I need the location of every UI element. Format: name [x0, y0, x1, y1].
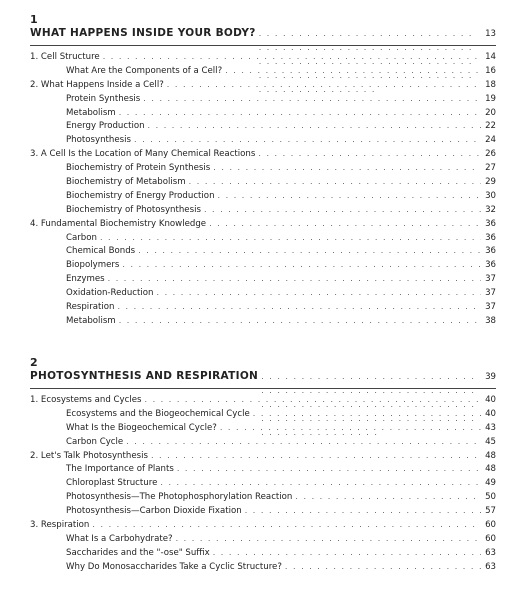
entry-page-number: 40	[485, 395, 496, 405]
entry-page-number: 30	[485, 190, 496, 201]
entry-label: Energy Production	[66, 121, 145, 132]
chapter-1	[30, 14, 496, 328]
dot-leader	[167, 78, 481, 92]
entry-label: Photosynthesis—Carbon Dioxide Fixation	[66, 506, 242, 517]
entry-label: Metabolism	[66, 315, 116, 326]
entry-page-number: 37	[485, 274, 496, 285]
entry-label: What Is a Carbohydrate?	[66, 533, 173, 544]
toc-subentry[interactable]	[30, 421, 496, 435]
dot-leader	[245, 504, 481, 518]
toc-subentry[interactable]	[30, 175, 496, 189]
entry-page-number: 37	[485, 288, 496, 299]
toc-subentry[interactable]	[30, 92, 496, 106]
entry-label: What Is the Biogeochemical Cycle?	[66, 422, 217, 433]
entry-label: Chemical Bonds	[66, 246, 136, 257]
entry-label: Photosynthesis—The Photophosphorylation Reaction	[66, 492, 293, 503]
entry-page-number: 27	[485, 163, 496, 174]
dot-leader	[204, 203, 481, 217]
toc-subentry[interactable]	[30, 504, 496, 518]
dot-leader	[148, 119, 481, 133]
toc-subentry[interactable]	[30, 231, 496, 245]
entry-page-number: 50	[485, 492, 496, 503]
entry-page-number: 48	[485, 450, 496, 461]
entry-page-number: 16	[485, 65, 496, 76]
entry-page-number: 36	[485, 232, 496, 243]
entry-page-number: 36	[485, 218, 496, 229]
entry-label: Ecosystems and the Biogeochemical Cycle	[66, 408, 250, 419]
dot-leader	[134, 133, 481, 147]
dot-leader	[189, 175, 481, 189]
toc-subentry[interactable]	[30, 133, 496, 147]
entry-label: Oxidation-Reduction	[66, 288, 154, 299]
toc-section[interactable]	[30, 449, 496, 463]
toc-section[interactable]	[30, 393, 496, 407]
entry-label: Biochemistry of Protein Synthesis	[66, 163, 211, 174]
dot-leader	[213, 161, 481, 175]
toc-subentry[interactable]	[30, 189, 496, 203]
chapter-page-number: 39	[485, 372, 496, 382]
entry-label: 3. A Cell Is the Location of Many Chemical Reactions	[30, 149, 256, 160]
toc-subentry[interactable]	[30, 203, 496, 217]
entry-label: Respiration	[66, 302, 115, 313]
dot-leader	[103, 50, 481, 64]
dot-leader	[100, 231, 481, 245]
toc-subentry[interactable]	[30, 244, 496, 258]
entry-label: 4. Fundamental Biochemistry Knowledge	[30, 218, 207, 229]
chapter-title: WHAT HAPPENS INSIDE YOUR BODY?	[30, 27, 256, 39]
dot-leader	[253, 407, 481, 421]
toc-subentry[interactable]	[30, 532, 496, 546]
entry-page-number: 22	[485, 121, 496, 132]
dot-leader	[126, 435, 481, 449]
dot-leader	[225, 64, 481, 78]
dot-leader	[138, 244, 481, 258]
dot-leader	[209, 217, 481, 231]
entry-label: 2. Let's Talk Photosynthesis	[30, 450, 148, 461]
toc-subentry[interactable]	[30, 314, 496, 328]
dot-leader	[119, 314, 481, 328]
toc-subentry[interactable]	[30, 161, 496, 175]
entry-page-number: 32	[485, 204, 496, 215]
entry-page-number: 63	[485, 547, 496, 558]
dot-leader	[285, 560, 481, 574]
toc-section[interactable]	[30, 50, 496, 64]
entry-label: Biochemistry of Metabolism	[66, 177, 186, 188]
dot-leader	[151, 449, 481, 463]
chapter-heading[interactable]	[30, 369, 496, 383]
entry-page-number: 26	[485, 149, 496, 160]
toc-subentry[interactable]	[30, 435, 496, 449]
entry-label: Photosynthesis	[66, 135, 131, 146]
entry-label: 1. Ecosystems and Cycles	[30, 395, 142, 405]
entry-page-number: 36	[485, 260, 496, 271]
toc-subentry[interactable]	[30, 560, 496, 574]
entry-page-number: 60	[485, 520, 496, 531]
chapter-heading[interactable]	[30, 26, 496, 40]
entry-label: Carbon Cycle	[66, 436, 124, 447]
entry-page-number: 40	[485, 408, 496, 419]
dot-leader	[108, 272, 481, 286]
dot-leader	[220, 421, 481, 435]
dot-leader	[119, 106, 481, 120]
chapter-number: 2	[30, 356, 38, 369]
toc-subentry[interactable]	[30, 462, 496, 476]
chapter-2	[30, 357, 496, 574]
dot-leader	[122, 258, 481, 272]
entry-page-number: 14	[485, 52, 496, 62]
dot-leader	[156, 286, 481, 300]
toc-subentry[interactable]	[30, 106, 496, 120]
entry-label: Saccharides and the "-ose" Suffix	[66, 547, 210, 558]
entry-page-number: 63	[485, 561, 496, 572]
entry-page-number: 38	[485, 315, 496, 326]
toc-subentry[interactable]	[30, 546, 496, 560]
entry-label: Enzymes	[66, 274, 105, 285]
entry-label: Why Do Monosaccharides Take a Cyclic Structure?	[66, 561, 282, 572]
entry-page-number: 48	[485, 464, 496, 475]
toc-subentry[interactable]	[30, 258, 496, 272]
entry-label: Carbon	[66, 232, 97, 243]
toc-subentry[interactable]	[30, 286, 496, 300]
entry-label: What Are the Components of a Cell?	[66, 65, 223, 76]
entry-page-number: 29	[485, 177, 496, 188]
dot-leader	[144, 393, 481, 407]
chapter-page-number: 13	[485, 29, 496, 39]
dot-leader	[218, 189, 481, 203]
toc-subentry[interactable]	[30, 490, 496, 504]
entry-page-number: 36	[485, 246, 496, 257]
entry-page-number: 45	[485, 436, 496, 447]
dot-leader	[295, 490, 481, 504]
dot-leader	[117, 300, 481, 314]
entry-label: 3. Respiration	[30, 520, 90, 531]
entry-label: Biochemistry of Energy Production	[66, 190, 215, 201]
entry-label: The Importance of Plants	[66, 464, 174, 475]
entry-page-number: 24	[485, 135, 496, 146]
toc-subentry[interactable]	[30, 64, 496, 78]
entry-label: Biopolymers	[66, 260, 120, 271]
dot-leader	[213, 546, 481, 560]
entry-page-number: 18	[485, 79, 496, 90]
dot-leader	[177, 462, 481, 476]
toc-section[interactable]	[30, 518, 496, 532]
dot-leader	[92, 518, 481, 532]
toc-subentry[interactable]	[30, 272, 496, 286]
toc-subentry[interactable]	[30, 407, 496, 421]
toc-section[interactable]	[30, 78, 496, 92]
entry-page-number: 60	[485, 533, 496, 544]
toc-subentry[interactable]	[30, 300, 496, 314]
entry-label: Chloroplast Structure	[66, 478, 158, 489]
dot-leader	[176, 532, 481, 546]
chapter-entries	[30, 50, 496, 328]
entry-page-number: 49	[485, 478, 496, 489]
entry-page-number: 37	[485, 302, 496, 313]
toc-section[interactable]	[30, 217, 496, 231]
chapter-title: PHOTOSYNTHESIS AND RESPIRATION	[30, 370, 259, 382]
entry-label: Biochemistry of Photosynthesis	[66, 204, 201, 215]
entry-page-number: 43	[485, 422, 496, 433]
toc-subentry[interactable]	[30, 119, 496, 133]
chapter-entries	[30, 393, 496, 574]
dot-leader	[143, 92, 481, 106]
entry-label: 2. What Happens Inside a Cell?	[30, 79, 164, 90]
dot-leader	[258, 147, 481, 161]
chapter-number: 1	[30, 13, 38, 26]
entry-page-number: 20	[485, 107, 496, 118]
dot-leader	[160, 476, 481, 490]
entry-page-number: 57	[485, 506, 496, 517]
entry-label: 1. Cell Structure	[30, 52, 100, 62]
toc-subentry[interactable]	[30, 476, 496, 490]
entry-label: Protein Synthesis	[66, 93, 141, 104]
toc-section[interactable]	[30, 147, 496, 161]
entry-page-number: 19	[485, 93, 496, 104]
entry-label: Metabolism	[66, 107, 116, 118]
